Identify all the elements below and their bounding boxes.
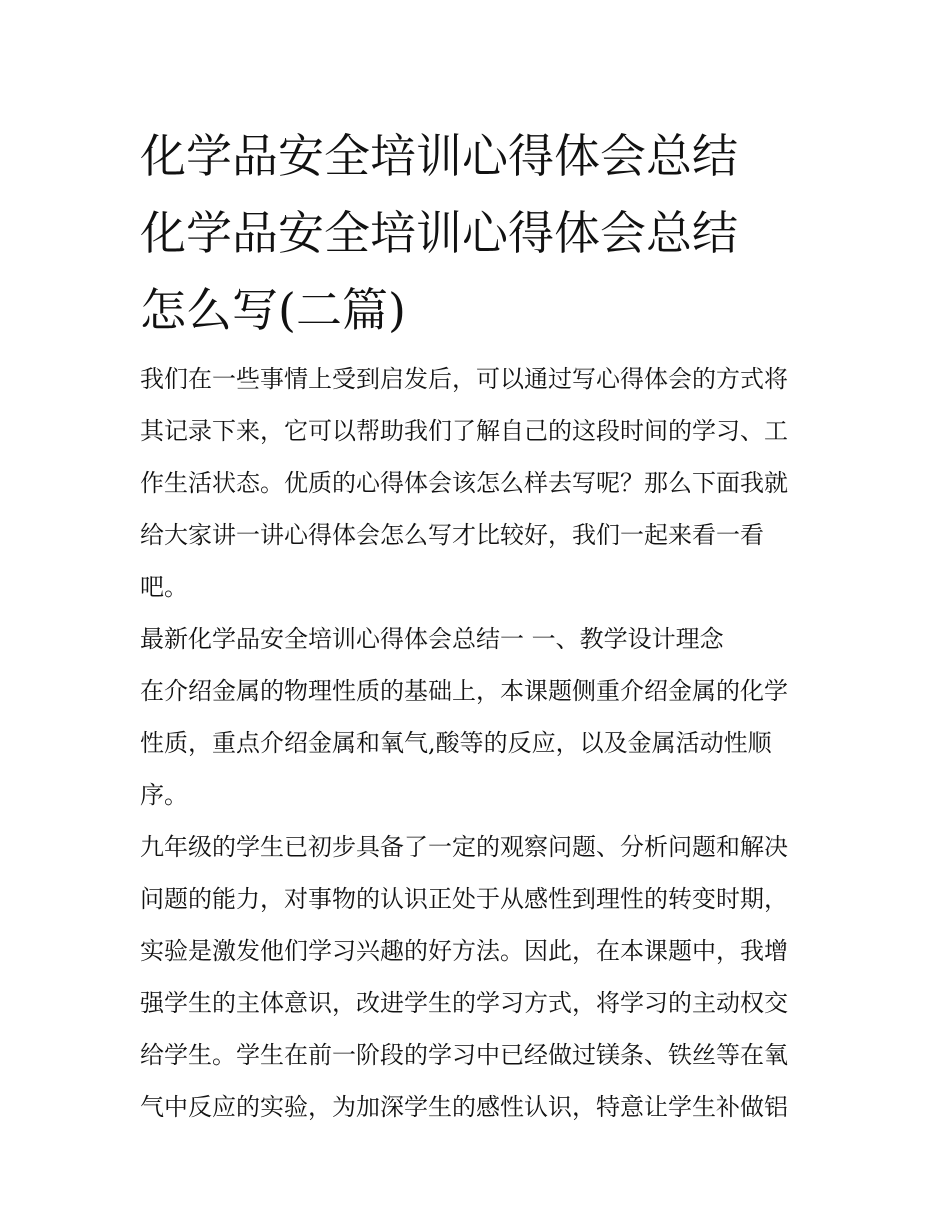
document-title xyxy=(140,118,820,349)
title-line-1: 化学品安全培训心得体会总结 xyxy=(140,129,738,183)
body-line: 吧。 xyxy=(140,573,188,601)
title-line-2: 化学品安全培训心得体会总结 xyxy=(140,206,738,260)
body-line: 我们在一些事情上受到启发后，可以通过写心得体会的方式将 xyxy=(140,365,788,393)
body-line: 给大家讲一讲心得体会怎么写才比较好，我们一起来看一看 xyxy=(140,521,764,549)
title-line-3: 怎么写(二篇) xyxy=(140,283,406,337)
body-line: 在介绍金属的物理性质的基础上，本课题侧重介绍金属的化学 xyxy=(140,677,788,705)
body-line: 强学生的主体意识，改进学生的学习方式，将学习的主动权交 xyxy=(140,989,788,1017)
body-line: 性质，重点介绍金属和氧气,酸等的反应，以及金属活动性顺 xyxy=(140,729,772,757)
body-line: 实验是激发他们学习兴趣的好方法。因此，在本课题中，我增 xyxy=(140,937,788,965)
document-body xyxy=(140,353,820,1133)
body-line: 气中反应的实验，为加深学生的感性认识，特意让学生补做铝 xyxy=(140,1093,788,1121)
body-line: 九年级的学生已初步具备了一定的观察问题、分析问题和解决 xyxy=(140,833,788,861)
section-heading-line: 最新化学品安全培训心得体会总结一 一、教学设计理念 xyxy=(140,625,724,653)
body-line: 给学生。学生在前一阶段的学习中已经做过镁条、铁丝等在氧 xyxy=(140,1041,788,1069)
body-line: 作生活状态。优质的心得体会该怎么样去写呢？那么下面我就 xyxy=(140,469,788,497)
body-line: 序。 xyxy=(140,781,188,809)
body-line: 其记录下来，它可以帮助我们了解自己的这段时间的学习、工 xyxy=(140,417,788,445)
body-line: 问题的能力，对事物的认识正处于从感性到理性的转变时期， xyxy=(140,885,788,913)
